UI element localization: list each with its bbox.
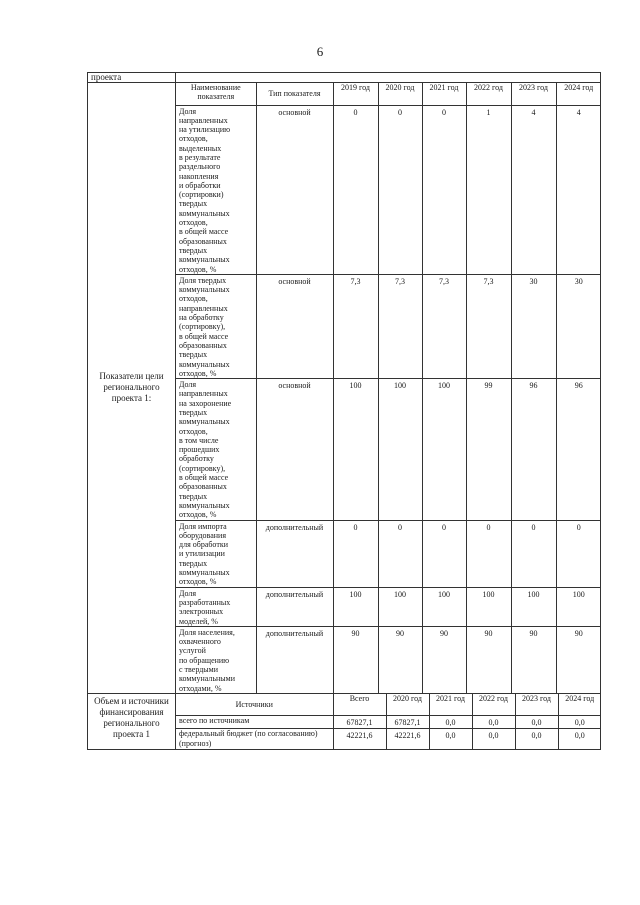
header-year: 2023 год [515,694,558,716]
indicator-type: дополнительный [256,626,333,693]
financing-header-row [176,694,601,716]
indicator-name-line: отходов, % [179,510,217,520]
financing-table [176,694,601,750]
indicator-value: 0 [378,105,422,274]
indicator-value: 90 [333,626,378,693]
indicator-name [176,105,256,274]
indicator-name-line: накопления [179,171,219,181]
indicators-cell [176,83,601,694]
indicator-name-line: Доля [179,106,197,116]
indicator-name-line: в результате [179,152,221,162]
indicator-name-line: отходов, [179,218,208,228]
indicator-name-line: Доля [179,588,197,598]
indicator-name-line: образованных [179,340,227,350]
header-year: 2023 год [511,83,556,105]
indicator-name-line: в общей массе [179,473,229,483]
header-year: 2021 год [429,694,472,716]
indicator-name-line: Доля импорта [179,521,227,531]
header-type: Тип показателя [256,83,333,105]
indicator-name-line: оборудования [179,530,226,540]
financing-source-row [176,729,601,750]
indicator-value: 0 [466,520,511,587]
indicator-value: 7,3 [422,274,466,378]
indicator-value: 0 [422,520,466,587]
indicator-name-line: коммунальных [179,500,230,510]
indicator-name-line: направленных [179,303,228,313]
indicator-name-line: отходов, % [179,368,217,378]
indicator-type: основной [256,379,333,520]
indicator-value: 100 [556,587,601,626]
indicator-value: 90 [556,626,601,693]
indicator-name-line: и обработки [179,180,221,190]
indicator-value: 99 [466,379,511,520]
financing-value: 0,0 [429,716,472,729]
header-year: 2022 год [472,694,515,716]
indicator-value: 100 [422,379,466,520]
top-row-label: проекта [88,73,176,83]
indicator-name-line: отходов, [179,426,208,436]
indicator-name-line: охваченного [179,637,221,647]
indicator-value: 100 [422,587,466,626]
indicator-name-line: коммунальных [179,285,230,295]
indicator-name-line: коммунальных [179,208,230,218]
indicator-name [176,587,256,626]
indicator-value: 0 [556,520,601,587]
financing-value: 0,0 [429,729,472,750]
indicator-name-line: по обращению [179,655,230,665]
indicator-value: 0 [333,520,378,587]
indicator-value: 4 [556,105,601,274]
indicator-name-line: (сортировку), [179,463,226,473]
indicator-name-line: твердых [179,199,208,209]
indicator-name-line: прошедших [179,445,220,455]
indicator-name-line: твердых [179,408,208,417]
indicator-value: 7,3 [333,274,378,378]
financing-section-label: Объем и источники финансирования регионального проекта 1 [88,693,176,750]
indicator-name-line: отходов, [179,134,208,144]
financing-source: всего по источникам [176,716,333,729]
indicator-value: 90 [378,626,422,693]
indicator-row [176,105,601,274]
indicator-name-line: коммунальных [179,417,230,427]
indicator-name-line: для обработки [179,540,228,550]
page-number: 6 [316,44,324,59]
indicator-name-line: раздельного [179,162,221,172]
financing-value: 67827,1 [386,716,429,729]
financing-total: 67827,1 [333,716,386,729]
indicator-type: основной [256,274,333,378]
indicator-value: 7,3 [378,274,422,378]
indicator-name-line: выделенных [179,143,222,153]
indicator-row [176,379,601,520]
financing-value: 0,0 [558,729,601,750]
indicators-header-row [176,83,601,105]
indicator-name-line: моделей, % [179,616,218,626]
indicator-name-line: коммунальных [179,255,230,265]
financing-value: 0,0 [515,716,558,729]
indicator-value: 0 [333,105,378,274]
financing-total: 42221,6 [333,729,386,750]
financing-source-row [176,716,601,729]
financing-source: федеральный бюджет (по согласованию) (прогноз) [176,729,333,750]
indicator-row [176,587,601,626]
financing-value: 0,0 [558,716,601,729]
indicator-name-line: на захоронение [179,398,232,408]
indicator-name-line: отходов, % [179,264,217,274]
indicator-name-line: в том числе [179,435,219,445]
header-source: Источники [176,694,333,716]
indicator-value: 100 [378,379,422,520]
indicator-name-line: направленных [179,389,228,399]
indicator-name-line: услугой [179,646,206,656]
header-year: 2020 год [378,83,422,105]
indicator-name-line: коммунальных [179,359,230,369]
indicator-row [176,274,601,378]
header-year: 2024 год [558,694,601,716]
indicator-name-line: и утилизации [179,549,225,559]
indicator-name [176,379,256,520]
indicator-value: 7,3 [466,274,511,378]
indicator-value: 100 [333,379,378,520]
indicator-value: 90 [511,626,556,693]
indicator-name-line: образованных [179,482,227,492]
indicator-name-line: твердых [179,558,208,568]
indicator-name-line: в общей массе [179,227,229,237]
indicator-name-line: электронных [179,607,224,617]
indicator-name-line: с твердыми [179,665,219,675]
indicator-row [176,626,601,693]
indicator-name-line: твердых [179,350,208,360]
indicator-name [176,520,256,587]
indicator-value: 100 [333,587,378,626]
indicator-value: 90 [466,626,511,693]
top-row [88,73,601,83]
indicator-value: 100 [466,587,511,626]
indicator-name-line: отходами, % [179,683,222,693]
indicator-type: дополнительный [256,587,333,626]
financing-value: 42221,6 [386,729,429,750]
indicator-value: 0 [511,520,556,587]
header-year: 2019 год [333,83,378,105]
header-total: Всего [333,694,386,716]
indicator-name-line: (сортировку), [179,322,226,332]
indicator-name-line: твердых [179,245,208,255]
indicator-value: 0 [378,520,422,587]
indicator-value: 1 [466,105,511,274]
top-row-empty [176,73,601,83]
passport-table [87,72,601,750]
indicator-name-line: Доля населения, [179,627,235,637]
indicator-value: 30 [511,274,556,378]
indicators-section-label: Показатели цели регионального проекта 1: [88,83,176,694]
indicator-name-line: в общей массе [179,331,229,341]
indicator-row [176,520,601,587]
indicator-name-line: на обработку [179,313,224,323]
indicator-value: 96 [511,379,556,520]
indicator-name-line: Доля [179,380,197,390]
indicator-value: 0 [422,105,466,274]
indicator-name-line: твердых [179,491,208,501]
indicator-value: 100 [378,587,422,626]
indicator-value: 90 [422,626,466,693]
indicator-name-line: коммунальных [179,568,230,578]
indicator-name [176,626,256,693]
indicator-name-line: (сортировки) [179,190,224,200]
indicator-name-line: разработанных [179,597,231,607]
financing-row [88,693,601,750]
header-year: 2024 год [556,83,601,105]
financing-value: 0,0 [515,729,558,750]
header-year: 2022 год [466,83,511,105]
indicator-name-line: коммунальными [179,674,235,684]
indicator-value: 30 [556,274,601,378]
header-name: Наименование показателя [176,83,256,105]
indicator-name-line: Доля твердых [179,275,227,285]
indicators-table [176,83,601,693]
indicator-name [176,274,256,378]
indicator-type: основной [256,105,333,274]
indicator-value: 96 [556,379,601,520]
indicator-value: 4 [511,105,556,274]
indicator-name-line: обработку [179,454,214,464]
indicator-name-line: образованных [179,236,227,246]
header-year: 2020 год [386,694,429,716]
indicator-name-line: отходов, [179,294,208,304]
header-year: 2021 год [422,83,466,105]
financing-cell [176,693,601,750]
indicator-name-line: направленных [179,115,228,125]
indicator-name-line: на утилизацию [179,125,231,135]
indicator-value: 100 [511,587,556,626]
financing-value: 0,0 [472,729,515,750]
financing-value: 0,0 [472,716,515,729]
indicators-row [88,83,601,694]
indicator-type: дополнительный [256,520,333,587]
indicator-name-line: отходов, % [179,577,217,587]
